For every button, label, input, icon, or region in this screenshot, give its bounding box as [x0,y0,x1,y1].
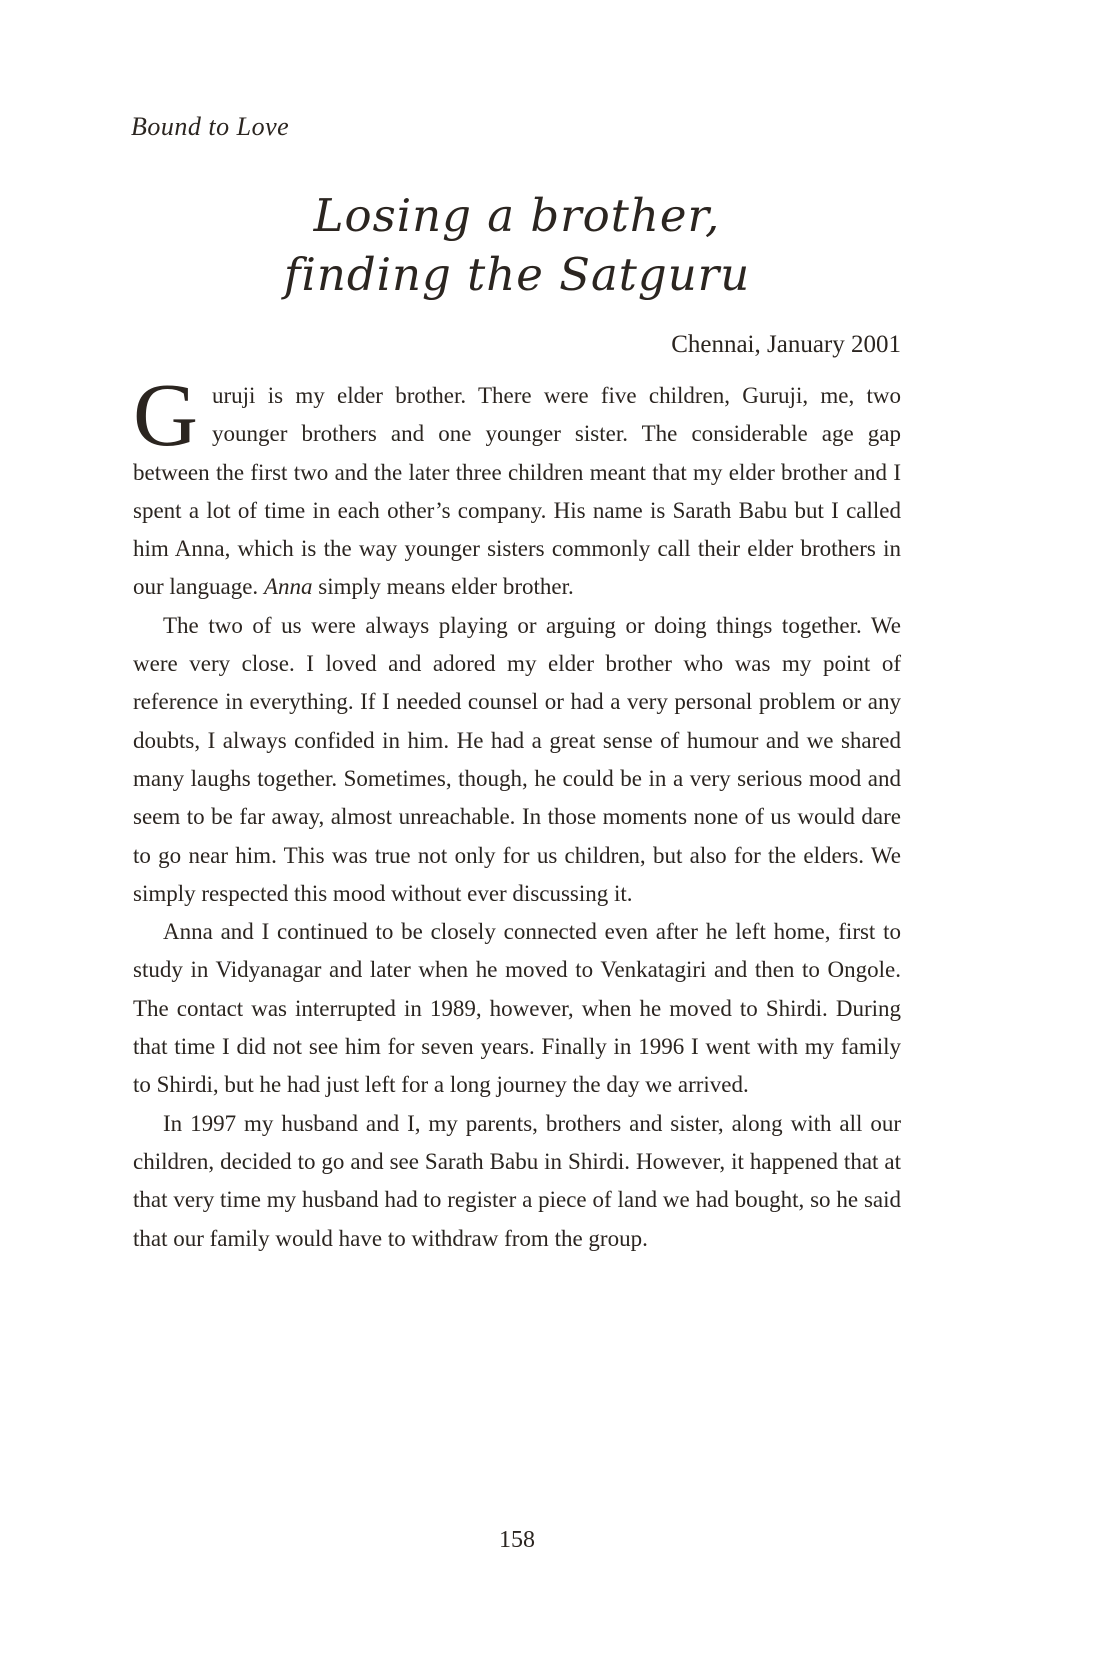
paragraph [133,913,901,1104]
text-run: uruji is my elder brother. There were five children, Guruji, me, two younger brothers and one younger sister. The considerable age gap between the first two and the later three children meant that my elder brother and I spent a lot of time in each other’s company. His name is Sarath Babu but I called him Anna, which is the way younger sisters commonly call their elder brothers in our language. [133,383,901,600]
drop-cap: G [133,366,198,465]
paragraph [133,607,901,913]
paragraph [133,1105,901,1258]
text-run: Anna and I continued to be closely connected even after he left home, first to study in Vidyanagar and later when he moved to Venkatagiri and then to Ongole. The contact was interrupted in 1989, however, when he moved to Shirdi. During that time I did not see him for seven years. Finally in 1996 I went with my family to Shirdi, but he had just left for a long journey the day we arrived. [133,919,901,1098]
chapter-title [133,186,901,304]
paragraph [133,366,901,607]
dateline: Chennai, January 2001 [671,331,901,358]
text-run: simply means elder brother. [312,574,574,600]
text-run: The two of us were always playing or arguing or doing things together. We were very close. I loved and adored my elder brother who was my point of reference in everything. If I needed counsel or had a very personal problem or any doubts, I always confided in him. He had a great sense of humour and we shared many laughs together. Sometimes, though, he could be in a very serious mood and seem to be far away, almost unreachable. In those moments none of us would dare to go near him. This was true not only for us children, but also for the elders. We simply respected this mood without ever discussing it. [133,612,901,906]
text-run: In 1997 my husband and I, my parents, brothers and sister, along with all our children, decided to go and see Sarath Babu in Shirdi. However, it happened that at that very time my husband had to register a piece of land we had bought, so he said that our family would have to withdraw from the group. [133,1110,901,1251]
body-text [133,366,901,1258]
italic-text-run: Anna [263,574,313,600]
page-number: 158 [499,1527,535,1553]
chapter-title-line2: finding the Satguru [283,248,751,301]
chapter-title-line1: Losing a brother, [313,189,721,242]
running-header: Bound to Love [131,112,290,141]
